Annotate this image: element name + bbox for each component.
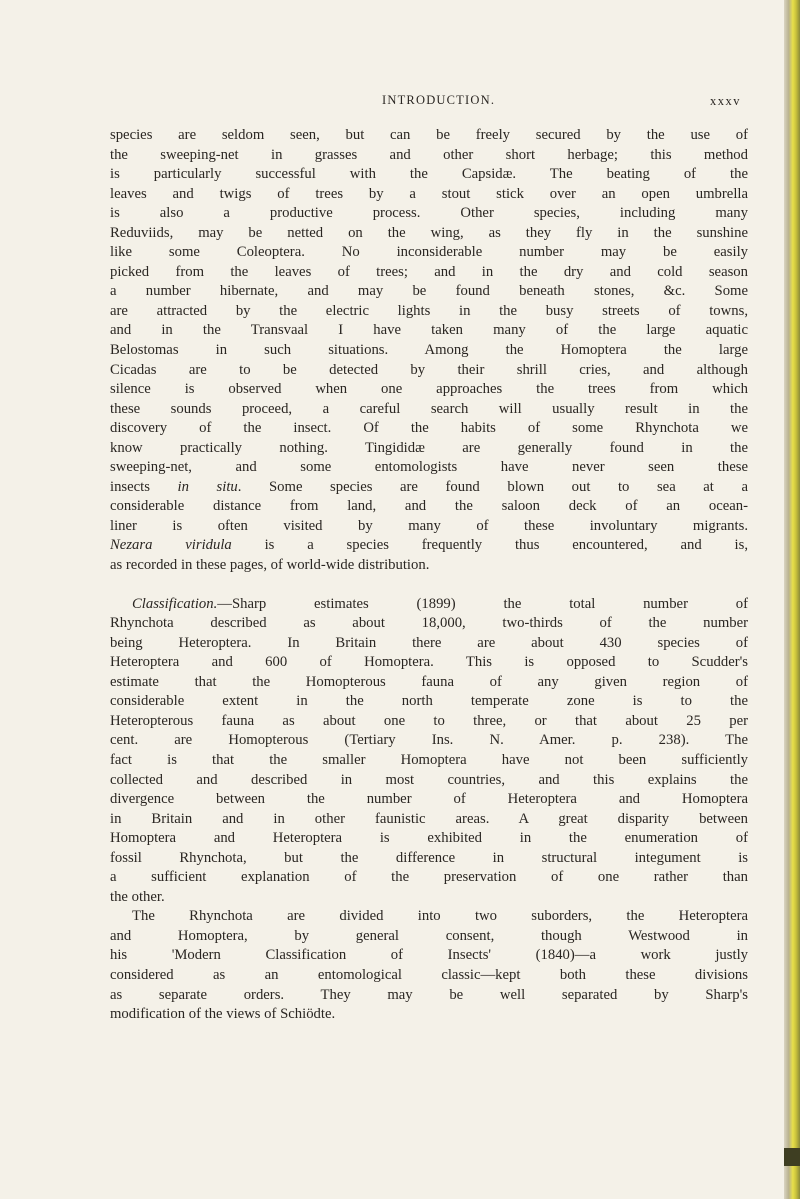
text-line: in Britain and in other faunistic areas. A great disparity between [110, 810, 748, 827]
text-line: like some Coleoptera. No inconsiderable number may be easily [110, 244, 748, 261]
text-line: leaves and twigs of trees by a stout stick over an open umbrella [110, 185, 748, 202]
text-line: picked from the leaves of trees; and in the dry and cold season [110, 263, 748, 280]
text-line: modification of the views of Schiödte. [110, 1006, 336, 1023]
text-line: divergence between the number of Heteroptera and Homoptera [110, 791, 748, 808]
text-line: is also a productive process. Other species, including many [110, 205, 748, 222]
paragraph-habits [110, 126, 748, 576]
text-line: his 'Modern Classification of Insects' (1840)—a work justly [110, 947, 748, 964]
text-line: and Homoptera, by general consent, though Westwood in [110, 927, 748, 944]
text-line: being Heteroptera. In Britain there are about 430 species of [110, 634, 748, 651]
text-line: considered as an entomological classic—kept both these divisions [110, 966, 748, 983]
text-line: these sounds proceed, a careful search will usually result in the [110, 400, 748, 417]
text-line: liner is often visited by many of these involuntary migrants. [110, 517, 748, 534]
text-line: cent. are Homopterous (Tertiary Ins. N. Amer. p. 238). The [110, 732, 748, 749]
text-line: species are seldom seen, but can be freely secured by the use of [110, 127, 748, 143]
text-line: Heteroptera and 600 of Homoptera. This is opposed to Scudder's [110, 654, 748, 671]
text-line: as separate orders. They may be well separated by Sharp's [110, 986, 748, 1003]
page-header [0, 93, 784, 113]
text-line: fact is that the smaller Homoptera have not been sufficiently [110, 751, 748, 768]
text-line: Homoptera and Heteroptera is exhibited in the enumeration of [110, 830, 748, 847]
page-edge-binding [784, 0, 800, 1199]
text-line: and in the Transvaal I have taken many of the large aquatic [110, 322, 748, 339]
text-line: The Rhynchota are divided into two suborders, the Heteroptera [132, 908, 748, 925]
text-line: is particularly successful with the Capsidæ. The beating of the [110, 166, 748, 183]
text-line: Classification.—Sharp estimates (1899) the total number of [132, 595, 748, 612]
text-line: as recorded in these pages, of world-wide distribution. [110, 557, 430, 574]
text-line: the other. [110, 888, 165, 905]
text-line: sweeping-net, and some entomologists have never seen these [110, 459, 748, 476]
paragraph-classification [110, 595, 748, 908]
text-line: silence is observed when one approaches the trees from which [110, 381, 748, 398]
text-line: Cicadas are to be detected by their shrill cries, and although [110, 361, 748, 378]
page-edge-mark [784, 1148, 800, 1166]
text-line: estimate that the Homopterous fauna of any given region of [110, 673, 748, 690]
text-line: considerable extent in the north temperate zone is to the [110, 693, 748, 710]
text-line: insects in situ. Some species are found blown out to sea at a [110, 478, 748, 495]
text-line: a number hibernate, and may be found beneath stones, &c. Some [110, 283, 748, 300]
text-line: know practically nothing. Tingididæ are generally found in the [110, 439, 748, 456]
text-line: Reduviids, may be netted on the wing, as they fly in the sunshine [110, 224, 748, 241]
text-line: Belostomas in such situations. Among the Homoptera the large [110, 342, 748, 359]
text-line: considerable distance from land, and the saloon deck of an ocean- [110, 498, 748, 515]
text-line: discovery of the insect. Of the habits of some Rhynchota we [110, 420, 748, 437]
text-line: fossil Rhynchota, but the difference in structural integument is [110, 849, 748, 866]
body-text [110, 126, 748, 1025]
text-line: the sweeping-net in grasses and other short herbage; this method [110, 146, 748, 163]
paragraph-suborders [110, 907, 748, 1024]
text-line: Heteropterous fauna as about one to three, or that about 25 per [110, 712, 748, 729]
running-head: INTRODUCTION. [382, 93, 496, 107]
text-line: collected and described in most countries, and this explains the [110, 771, 748, 788]
text-line: Rhynchota described as about 18,000, two-thirds of the number [110, 615, 748, 632]
text-line: Nezara viridula is a species frequently thus encountered, and is, [110, 537, 748, 554]
page-number: xxxv [710, 94, 741, 108]
text-line: are attracted by the electric lights in the busy streets of towns, [110, 302, 748, 319]
text-line: a sufficient explanation of the preservation of one rather than [110, 869, 748, 886]
